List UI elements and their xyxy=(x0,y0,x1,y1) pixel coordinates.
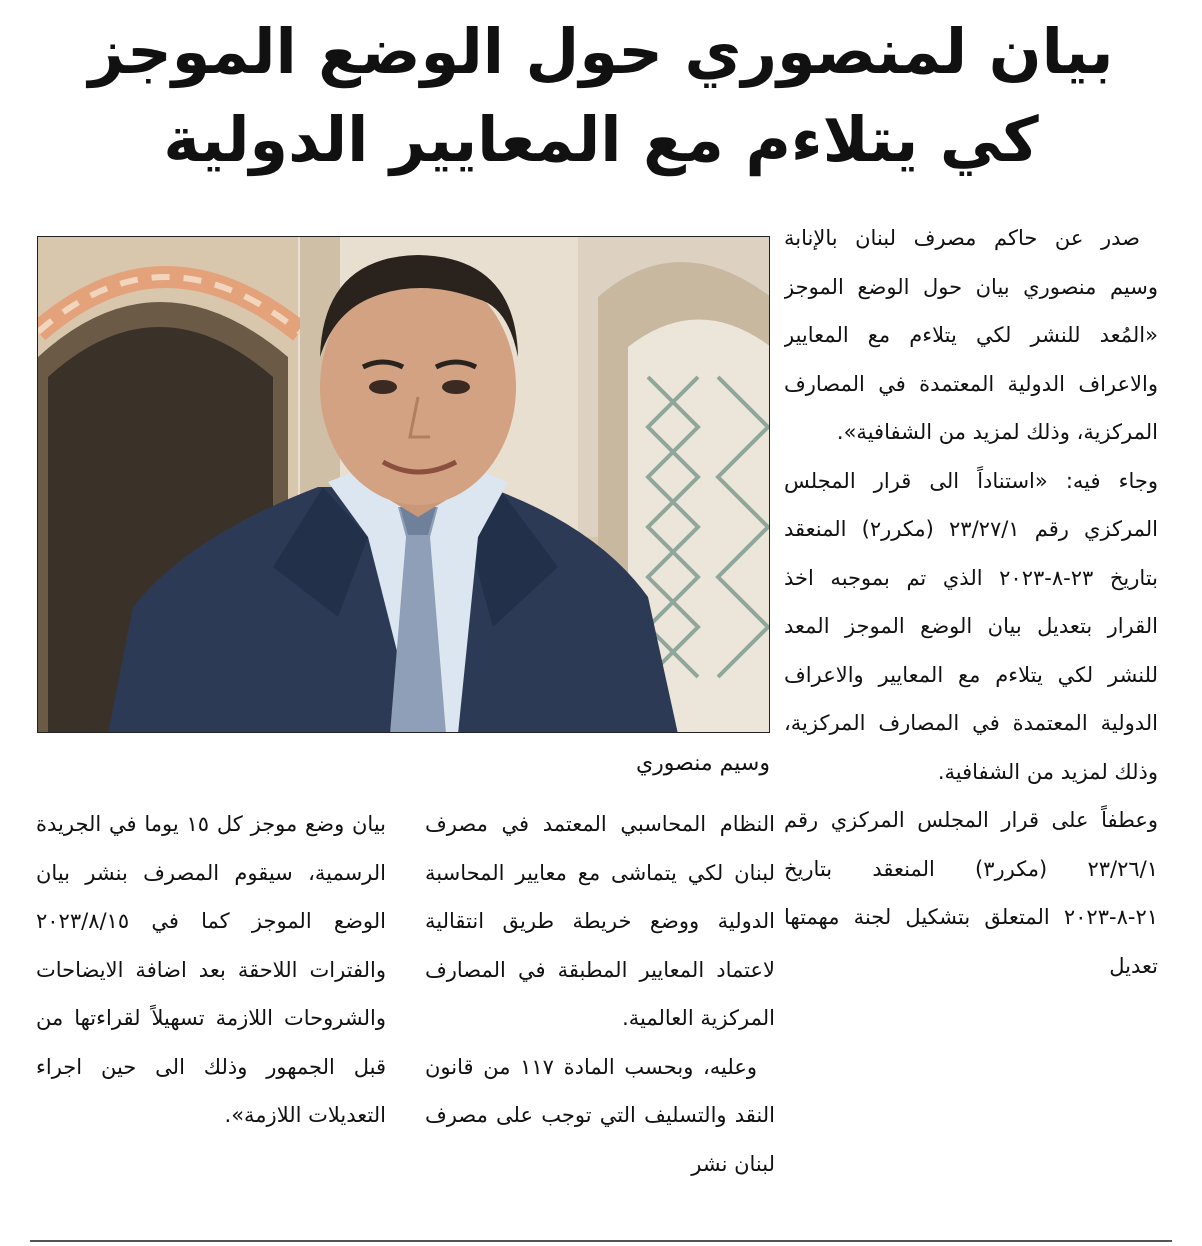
paragraph: وجاء فيه: «استناداً الى قرار المجلس المركزي رقم ٢٣/٢٧/١ (مكرر٢) المنعقد بتاريخ ٢٣-٨-٢٠٢٣ الذي تم بموجبه اخذ القرار بتعديل بيان الوضع الموجز المعد للنشر لكي يتلاءم مع المعايير والاعراف الدولية المعتمدة في المصارف المركزية، وذلك لمزيد من الشفافية. xyxy=(784,468,1158,784)
paragraph: وعليه، وبحسب المادة ١١٧ من قانون النقد والتسليف التي توجب على مصرف لبنان نشر xyxy=(425,1054,775,1176)
article-headline xyxy=(30,8,1172,184)
article-column-middle xyxy=(425,800,775,1240)
photo-caption: وسيم منصوري xyxy=(635,751,770,776)
headline-line-2: كي يتلاءم مع المعايير الدولية xyxy=(163,103,1039,176)
article-column-right xyxy=(784,214,1158,1234)
paragraph: النظام المحاسبي المعتمد في مصرف لبنان لكي يتماشى مع معايير المحاسبة الدولية ووضع خريطة طريق انتقالية لاعتماد المعايير المطبقة في المصارف المركزية العالمية. xyxy=(425,812,775,1030)
paragraph: صدر عن حاكم مصرف لبنان بالإنابة وسيم منصوري بيان حول الوضع الموجز «المُعد للنشر لكي يتلاءم مع المعايير والاعراف الدولية المعتمدة في المصارف المركزية، وذلك لمزيد من الشفافية». xyxy=(784,226,1158,444)
paragraph: بيان وضع موجز كل ١٥ يوما في الجريدة الرسمية، سيقوم المصرف بنشر بيان الوضع الموجز كما في ٢٠٢٣/٨/١٥ والفترات اللاحقة بعد اضافة الايضاحات والشروحات اللازمة تسهيلاً لقراءتها من قبل الجمهور وذلك الى حين اجراء التعديلات اللازمة». xyxy=(36,812,386,1127)
portrait-illustration xyxy=(38,237,770,733)
paragraph: وعطفاً على قرار المجلس المركزي رقم ٢٣/٢٦/١ (مكرر٣) المنعقد بتاريخ ٢١-٨-٢٠٢٣ المتعلق بتشكيل لجنة مهمتها تعديل xyxy=(784,808,1158,978)
article-photo xyxy=(37,236,770,733)
article-column-left xyxy=(36,800,386,1240)
headline-line-1: بيان لمنصوري حول الوضع الموجز xyxy=(88,15,1114,88)
bottom-divider xyxy=(30,1240,1172,1242)
